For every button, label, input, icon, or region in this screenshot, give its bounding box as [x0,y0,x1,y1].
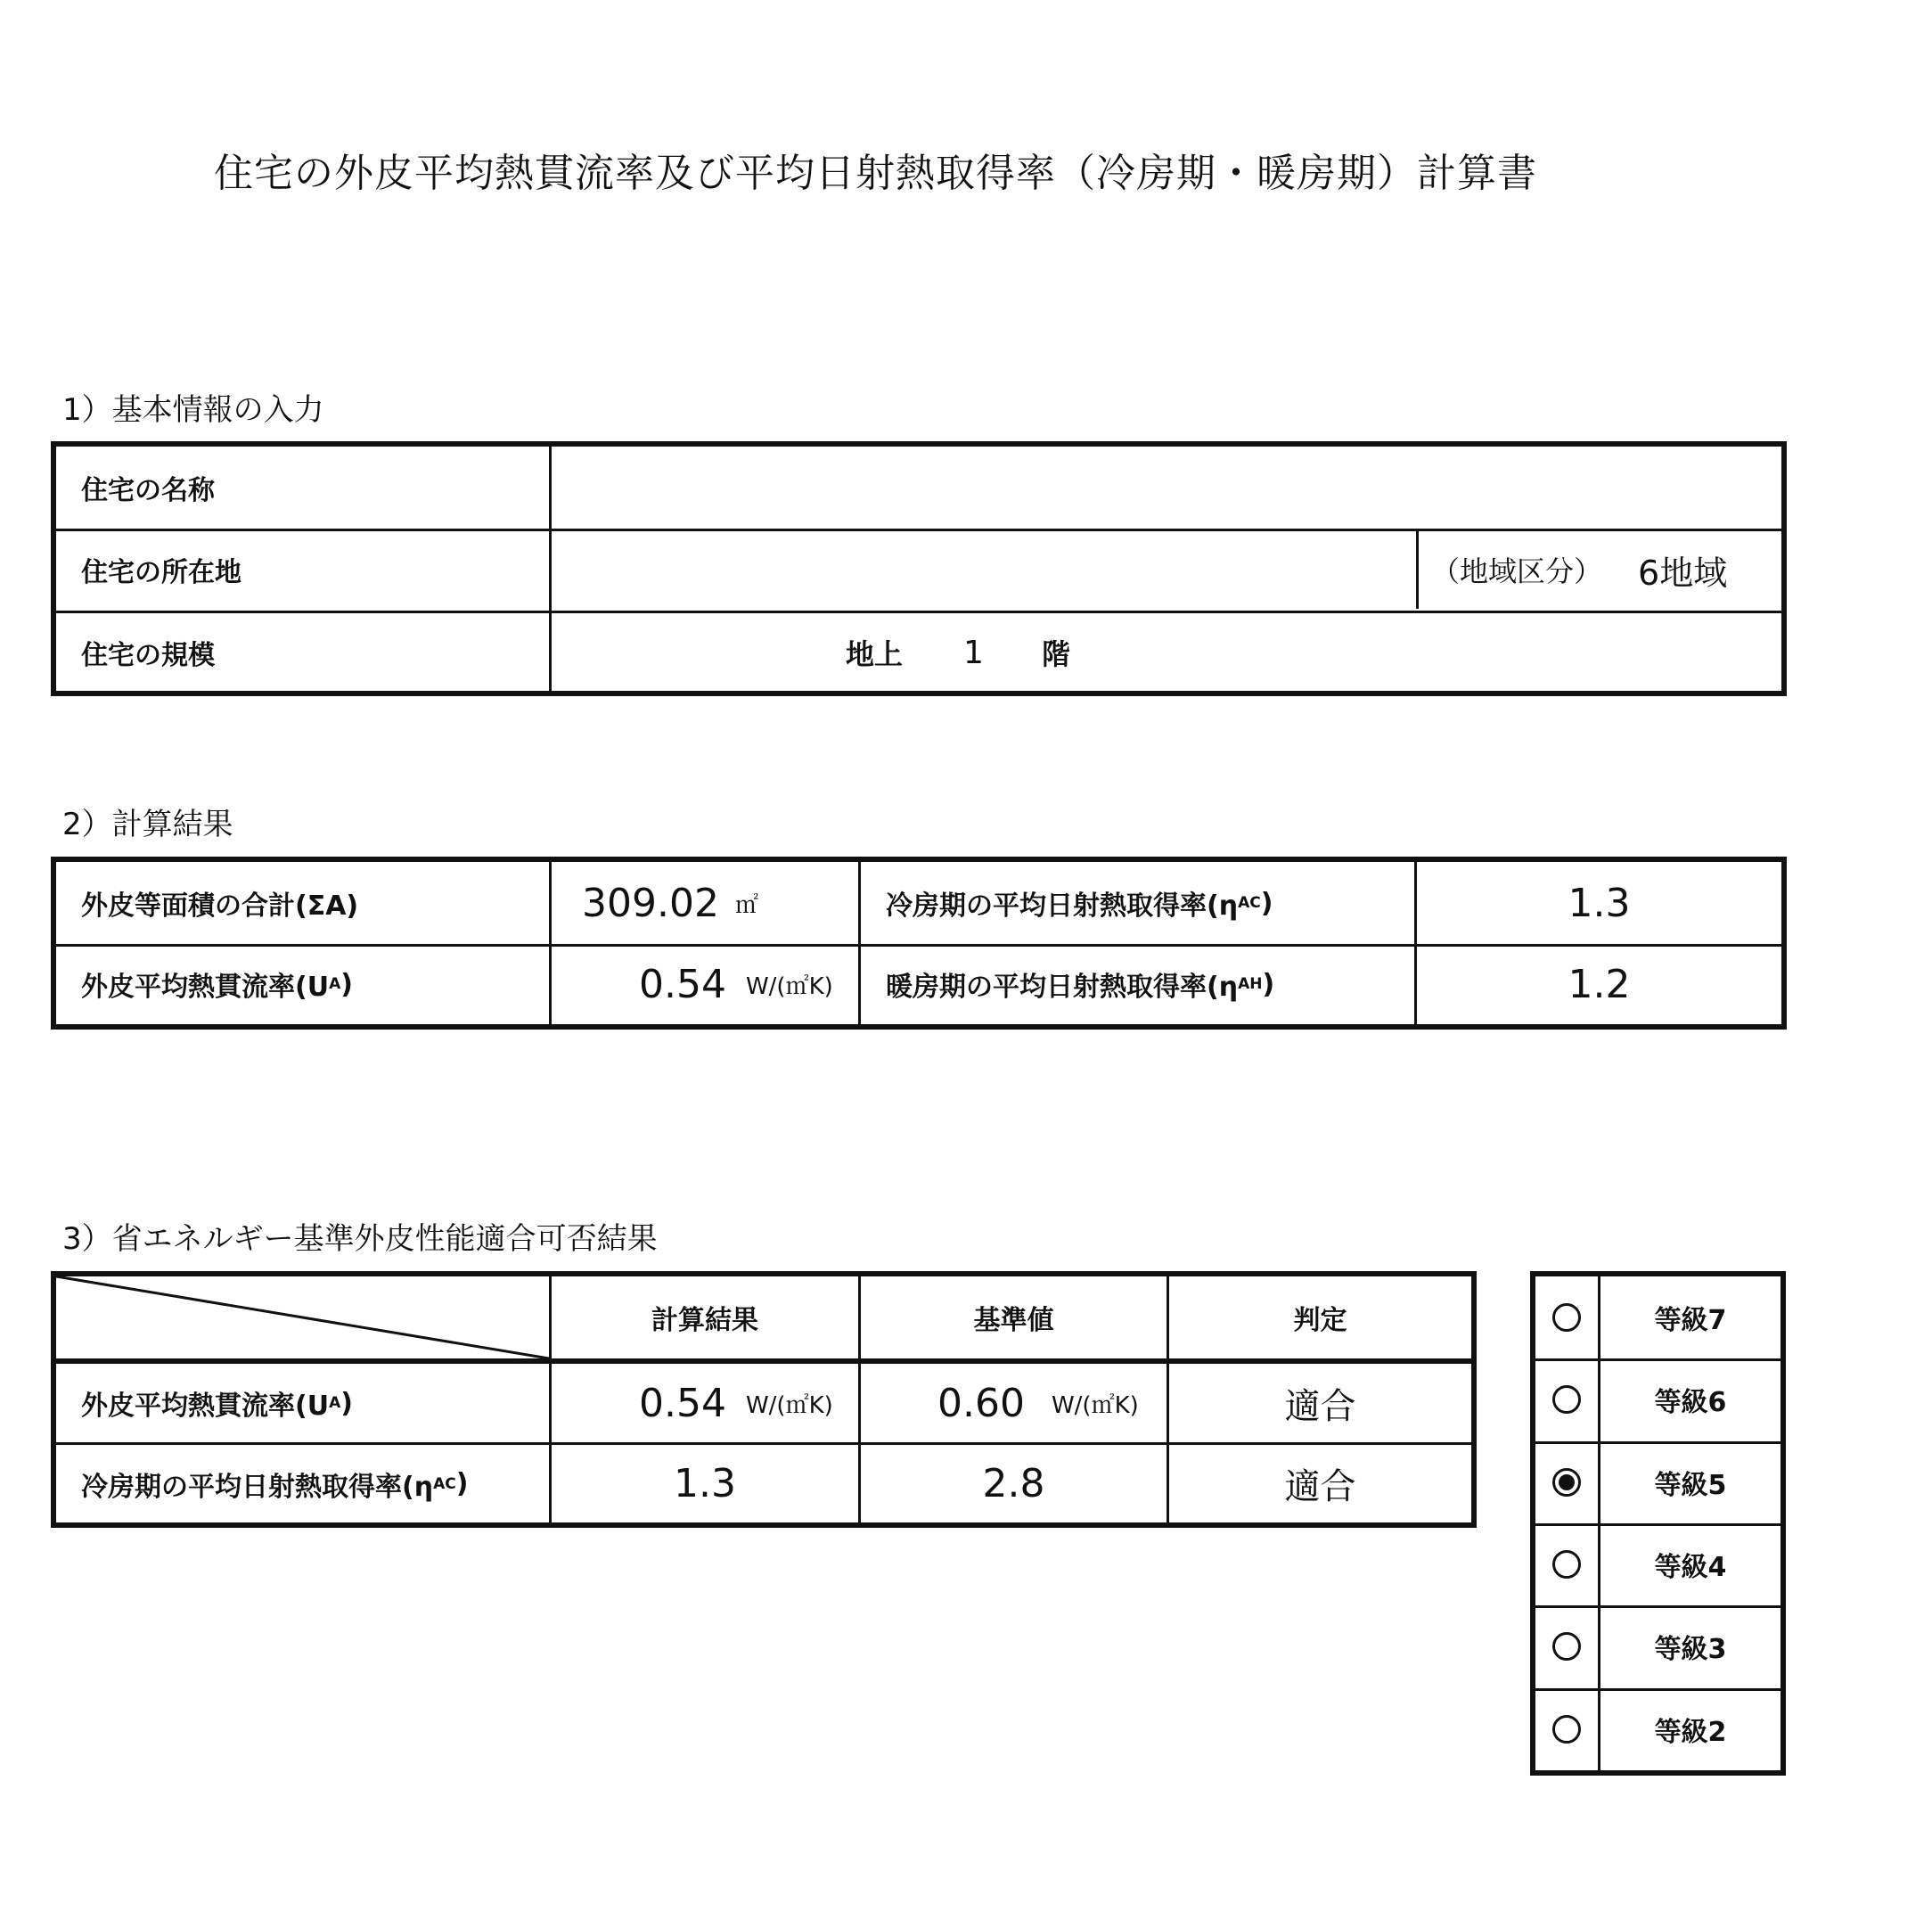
grade-row [1535,1358,1781,1440]
header-diagonal-line [56,1276,552,1360]
page-title: 住宅の外皮平均熱貫流率及び平均日射熱取得率（冷房期・暖房期）計算書 [214,151,1537,196]
row2-result: 1.3 [674,1461,736,1506]
section2-heading: 2）計算結果 [62,807,233,842]
grade-radio-cell [1535,1688,1598,1770]
row1-label-sub: A [329,1394,341,1412]
grade-radio-button[interactable] [1552,1550,1581,1579]
ua-label-main: 外皮平均熱貫流率(U [81,972,330,1003]
area-label: 外皮等面積の合計(ΣA) [81,890,359,922]
name-value [552,447,1781,529]
grade-radio-cell [1535,1441,1598,1523]
grade-row [1535,1605,1781,1687]
col-standard-header: 基準値 [973,1305,1054,1336]
grade-radio-cell [1535,1276,1598,1358]
ua-unit: W/(㎡K) [745,972,833,1000]
grade-radio-cell [1535,1605,1598,1687]
basic-info-table [51,441,1787,696]
ua-value: 0.54 [639,961,726,1007]
grade-label: 等級7 [1654,1305,1727,1336]
eta-ac-label-sub: AC [1238,894,1261,912]
eta-ac-label-main: 冷房期の平均日射熱取得率(η [886,890,1239,922]
ua-label [56,944,549,1024]
row2-judgement: 適合 [1284,1466,1356,1507]
row1-standard-cell [861,1364,1167,1442]
grade-selection-table [1530,1271,1786,1776]
area-value: 309.02 [582,880,719,926]
grade-radio-button[interactable] [1552,1385,1581,1414]
calc-results-table [51,857,1787,1030]
eta-ac-label-end: ) [1260,887,1273,919]
area-cell [552,862,858,944]
grade-radio-button[interactable] [1552,1715,1581,1744]
region-cell [1419,529,1782,611]
region-value: 6地域 [1638,553,1728,593]
grade-row [1535,1441,1781,1523]
section3-heading: 3）省エネルギー基準外皮性能適合可否結果 [62,1221,658,1257]
row1-judgement: 適合 [1284,1385,1356,1427]
location-label: 住宅の所在地 [81,557,242,588]
eta-ah-label [861,944,1413,1024]
ua-label-sub: A [329,975,341,993]
scale-label: 住宅の規模 [81,640,215,671]
row1-result-unit: W/(㎡K) [745,1391,833,1419]
eta-ah-value: 1.2 [1568,961,1631,1007]
row1-label-main: 外皮平均熱貫流率(U [81,1391,330,1422]
col-judgement-header: 判定 [1293,1305,1347,1336]
grade-label: 等級6 [1654,1387,1727,1418]
grade-radio-button[interactable] [1552,1303,1581,1332]
scale-unit: 階 [1042,637,1071,671]
grade-label: 等級5 [1654,1470,1727,1501]
row1-standard-unit: W/(㎡K) [1051,1391,1139,1419]
region-label: （地域区分） [1431,554,1603,588]
grade-label: 等級3 [1654,1634,1727,1665]
grade-label: 等級4 [1654,1552,1727,1583]
eta-ah-label-end: ) [1262,968,1275,1000]
scale-above-label: 地上 [846,637,904,671]
row1-label [56,1364,549,1442]
grade-row [1535,1688,1781,1770]
row2-label [56,1445,549,1522]
grade-row [1535,1523,1781,1605]
area-unit: ㎡ [734,891,758,919]
row2-label-end: ) [455,1468,469,1499]
grade-label: 等級2 [1654,1717,1727,1748]
row2-label-sub: AC [433,1474,456,1493]
grade-radio-button[interactable] [1552,1632,1581,1661]
eta-ah-label-sub: AH [1238,975,1263,993]
section1-heading: 1）基本情報の入力 [62,392,324,428]
ua-label-end: ) [340,968,353,1000]
ua-cell [552,944,858,1024]
compliance-table [51,1271,1477,1528]
col-result-header: 計算結果 [651,1305,758,1336]
grade-radio-cell [1535,1358,1598,1440]
row2-label-main: 冷房期の平均日射熱取得率(η [81,1471,434,1503]
eta-ac-label [861,862,1413,944]
row1-result-cell [552,1364,858,1442]
scale-value [552,611,1781,694]
row1-result: 0.54 [639,1380,726,1426]
eta-ac-value: 1.3 [1568,880,1631,926]
grade-row [1535,1276,1781,1358]
row1-standard: 0.60 [937,1380,1025,1426]
row1-label-end: ) [340,1387,353,1419]
eta-ah-label-main: 暖房期の平均日射熱取得率(η [886,972,1239,1003]
scale-floors: 1 [963,634,984,671]
name-label: 住宅の名称 [81,475,215,506]
radio-selected-dot [1559,1474,1575,1490]
row2-standard: 2.8 [982,1461,1045,1506]
location-value [552,529,1414,611]
grade-radio-cell [1535,1523,1598,1605]
grade-radio-button[interactable] [1552,1468,1581,1497]
